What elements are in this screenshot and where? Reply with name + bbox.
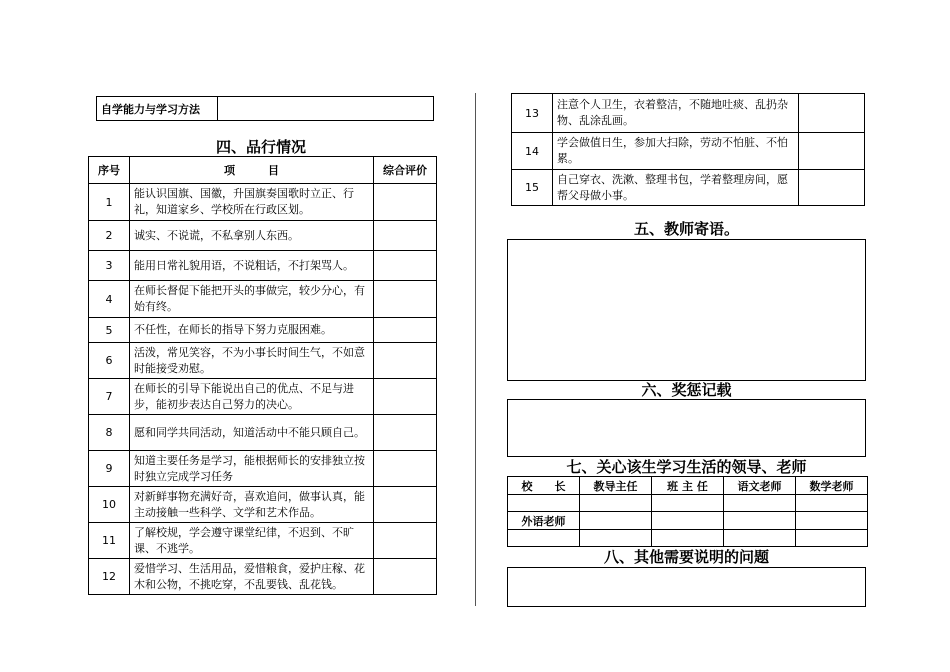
section4-title: 四、品行情况 — [215, 138, 306, 156]
cell[interactable] — [724, 512, 796, 530]
cell[interactable] — [508, 495, 580, 512]
cell[interactable] — [652, 495, 724, 512]
table-row — [89, 343, 437, 379]
row-text: 对新鲜事物充满好奇，喜欢追问，做事认真，能主动接触一些科学、文学和艺术作品。 — [130, 487, 374, 523]
table-row — [89, 523, 437, 559]
self-study-table — [96, 96, 434, 121]
row-text: 能用日常礼貌用语，不说粗话，不打架骂人。 — [130, 251, 374, 281]
cell[interactable] — [652, 530, 724, 547]
col-header-item: 项 目 — [130, 157, 374, 184]
row-eval[interactable] — [374, 523, 437, 559]
row-eval[interactable] — [374, 318, 437, 343]
section6-title: 六、奖惩记载 — [641, 381, 732, 399]
header-class-teacher: 班 主 任 — [652, 477, 724, 495]
teachers-header-row — [508, 477, 868, 495]
header-principal: 校 长 — [508, 477, 580, 495]
self-study-label: 自学能力与学习方法 — [97, 97, 218, 121]
row-eval[interactable] — [374, 281, 437, 318]
header-chinese-teacher: 语文老师 — [724, 477, 796, 495]
row-text: 自己穿衣、洗漱、整理书包，学着整理房间，愿帮父母做小事。 — [553, 170, 799, 206]
foreign-teacher-label: 外语老师 — [508, 512, 580, 530]
section7-title: 七、关心该生学习生活的领导、老师 — [566, 458, 807, 476]
table-row — [508, 512, 868, 530]
row-text: 不任性，在师长的指导下努力克服困难。 — [130, 318, 374, 343]
row-no: 14 — [512, 133, 553, 170]
row-eval[interactable] — [374, 559, 437, 595]
table-row — [89, 559, 437, 595]
row-eval[interactable] — [799, 170, 865, 206]
table-row — [89, 184, 437, 221]
page-divider — [475, 93, 476, 606]
other-notes-box[interactable] — [507, 567, 866, 607]
col-header-eval: 综合评价 — [374, 157, 437, 184]
cell[interactable] — [796, 530, 868, 547]
row-text: 活泼，常见笑容，不为小事长时间生气，不如意时能接受劝慰。 — [130, 343, 374, 379]
row-no: 13 — [512, 94, 553, 133]
row-no: 1 — [89, 184, 130, 221]
row-eval[interactable] — [374, 487, 437, 523]
row-eval[interactable] — [374, 184, 437, 221]
conduct-header-row — [89, 157, 437, 184]
table-row — [89, 451, 437, 487]
rewards-record-box[interactable] — [507, 399, 866, 457]
row-no: 11 — [89, 523, 130, 559]
table-row — [89, 281, 437, 318]
row-eval[interactable] — [374, 415, 437, 451]
row-eval[interactable] — [374, 451, 437, 487]
table-row — [89, 221, 437, 251]
header-math-teacher: 数学老师 — [796, 477, 868, 495]
row-eval[interactable] — [374, 379, 437, 415]
row-no: 3 — [89, 251, 130, 281]
row-no: 6 — [89, 343, 130, 379]
self-study-value[interactable] — [218, 97, 434, 121]
teacher-message-box[interactable] — [507, 239, 866, 381]
cell[interactable] — [796, 512, 868, 530]
row-eval[interactable] — [374, 221, 437, 251]
row-text: 注意个人卫生，衣着整洁，不随地吐痰、乱扔杂物、乱涂乱画。 — [553, 94, 799, 133]
cell[interactable] — [724, 495, 796, 512]
row-no: 9 — [89, 451, 130, 487]
table-row — [508, 495, 868, 512]
table-row — [512, 133, 865, 170]
row-text: 愿和同学共同活动，知道活动中不能只顾自己。 — [130, 415, 374, 451]
cell[interactable] — [580, 495, 652, 512]
table-row — [512, 170, 865, 206]
row-text: 在师长的引导下能说出自己的优点、不足与进步，能初步表达自己努力的决心。 — [130, 379, 374, 415]
row-eval[interactable] — [374, 251, 437, 281]
section8-title: 八、其他需要说明的问题 — [603, 548, 769, 566]
row-text: 学会做值日生，参加大扫除，劳动不怕脏、不怕累。 — [553, 133, 799, 170]
cell[interactable] — [508, 530, 580, 547]
row-text: 了解校规，学会遵守课堂纪律，不迟到、不旷课、不逃学。 — [130, 523, 374, 559]
cell[interactable] — [580, 512, 652, 530]
table-row — [89, 318, 437, 343]
row-no: 2 — [89, 221, 130, 251]
cell[interactable] — [652, 512, 724, 530]
row-no: 5 — [89, 318, 130, 343]
row-no: 12 — [89, 559, 130, 595]
row-no: 10 — [89, 487, 130, 523]
cell[interactable] — [796, 495, 868, 512]
row-eval[interactable] — [374, 343, 437, 379]
table-row — [89, 487, 437, 523]
header-dean: 教导主任 — [580, 477, 652, 495]
col-header-no: 序号 — [89, 157, 130, 184]
row-no: 7 — [89, 379, 130, 415]
teachers-table — [507, 476, 868, 547]
row-no: 15 — [512, 170, 553, 206]
table-row — [512, 94, 865, 133]
conduct-table-continued — [511, 93, 865, 206]
cell[interactable] — [580, 530, 652, 547]
row-eval[interactable] — [799, 133, 865, 170]
row-text: 知道主要任务是学习，能根据师长的安排独立按时独立完成学习任务 — [130, 451, 374, 487]
table-row — [508, 530, 868, 547]
conduct-table — [88, 156, 437, 595]
table-row — [89, 415, 437, 451]
section5-title: 五、教师寄语。 — [633, 220, 739, 238]
row-eval[interactable] — [799, 94, 865, 133]
table-row — [89, 251, 437, 281]
cell[interactable] — [724, 530, 796, 547]
row-text: 诚实、不说谎，不私拿别人东西。 — [130, 221, 374, 251]
row-text: 在师长督促下能把开头的事做完，较少分心，有始有终。 — [130, 281, 374, 318]
table-row — [89, 379, 437, 415]
row-no: 8 — [89, 415, 130, 451]
row-text: 能认识国旗、国徽，升国旗奏国歌时立正、行礼，知道家乡、学校所在行政区划。 — [130, 184, 374, 221]
row-no: 4 — [89, 281, 130, 318]
row-text: 爱惜学习、生活用品，爱惜粮食，爱护庄稼、花木和公物，不挑吃穿，不乱要钱、乱花钱。 — [130, 559, 374, 595]
